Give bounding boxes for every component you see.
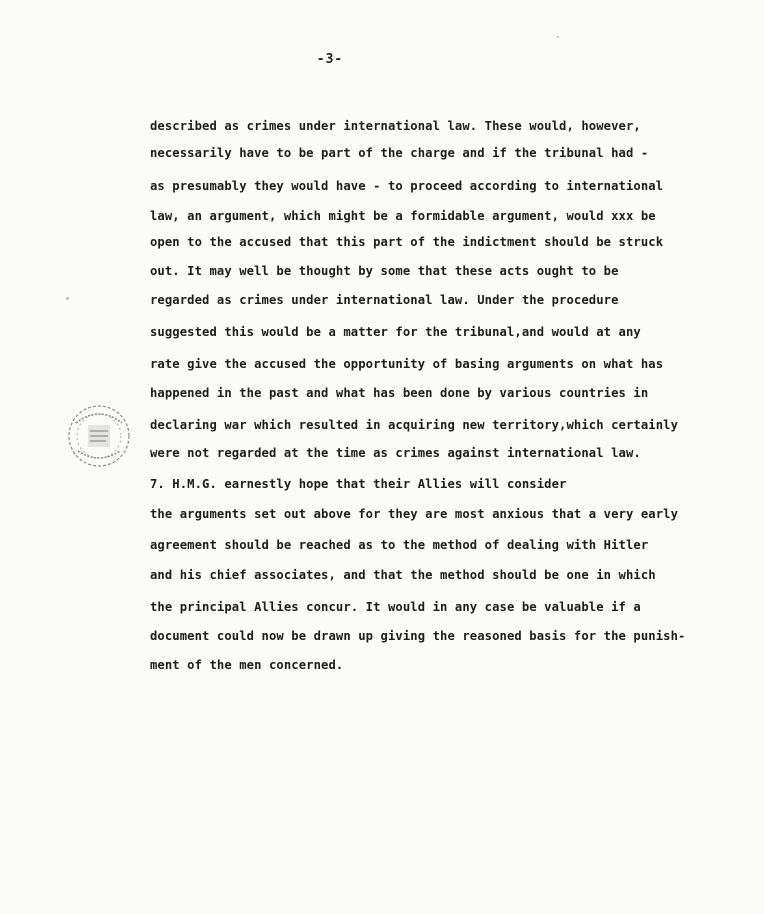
text-line: were not regarded at the time as crimes against international law. [150, 446, 641, 460]
text-line: rate give the accused the opportunity of basing arguments on what has [150, 357, 664, 371]
archive-stamp-seal [66, 403, 132, 469]
text-line: as presumably they would have - to proceed according to international [150, 179, 664, 193]
text-line: necessarily have to be part of the charge and if the tribunal had - [150, 146, 649, 160]
paragraph-7-line: 7. H.M.G. earnestly hope that their Allies will consider [150, 477, 567, 491]
text-line: agreement should be reached as to the method of dealing with Hitler [150, 538, 649, 552]
text-line: out. It may well be thought by some that these acts ought to be [150, 264, 619, 278]
text-line: declaring war which resulted in acquiring new territory,which certainly [150, 418, 679, 432]
text-line: the arguments set out above for they are most anxious that a very early [150, 507, 679, 521]
text-line: ment of the men concerned. [150, 658, 344, 672]
text-line: document could now be drawn up giving the reasoned basis for the punish- [150, 629, 686, 643]
text-line: the principal Allies concur. It would in any case be valuable if a [150, 600, 641, 614]
text-line: law, an argument, which might be a formidable argument, would xxx be [150, 209, 656, 223]
text-line: and his chief associates, and that the method should be one in which [150, 568, 656, 582]
text-line: suggested this would be a matter for the tribunal,and would at any [150, 325, 641, 339]
text-line: open to the accused that this part of the indictment should be struck [150, 235, 664, 249]
text-line: happened in the past and what has been done by various countries in [150, 386, 649, 400]
paper-speck [557, 36, 559, 38]
text-line: described as crimes under international law. These would, however, [150, 119, 641, 133]
paper-speck [66, 297, 69, 300]
text-line: regarded as crimes under international law. Under the procedure [150, 293, 619, 307]
page-number: -3- [316, 52, 344, 67]
